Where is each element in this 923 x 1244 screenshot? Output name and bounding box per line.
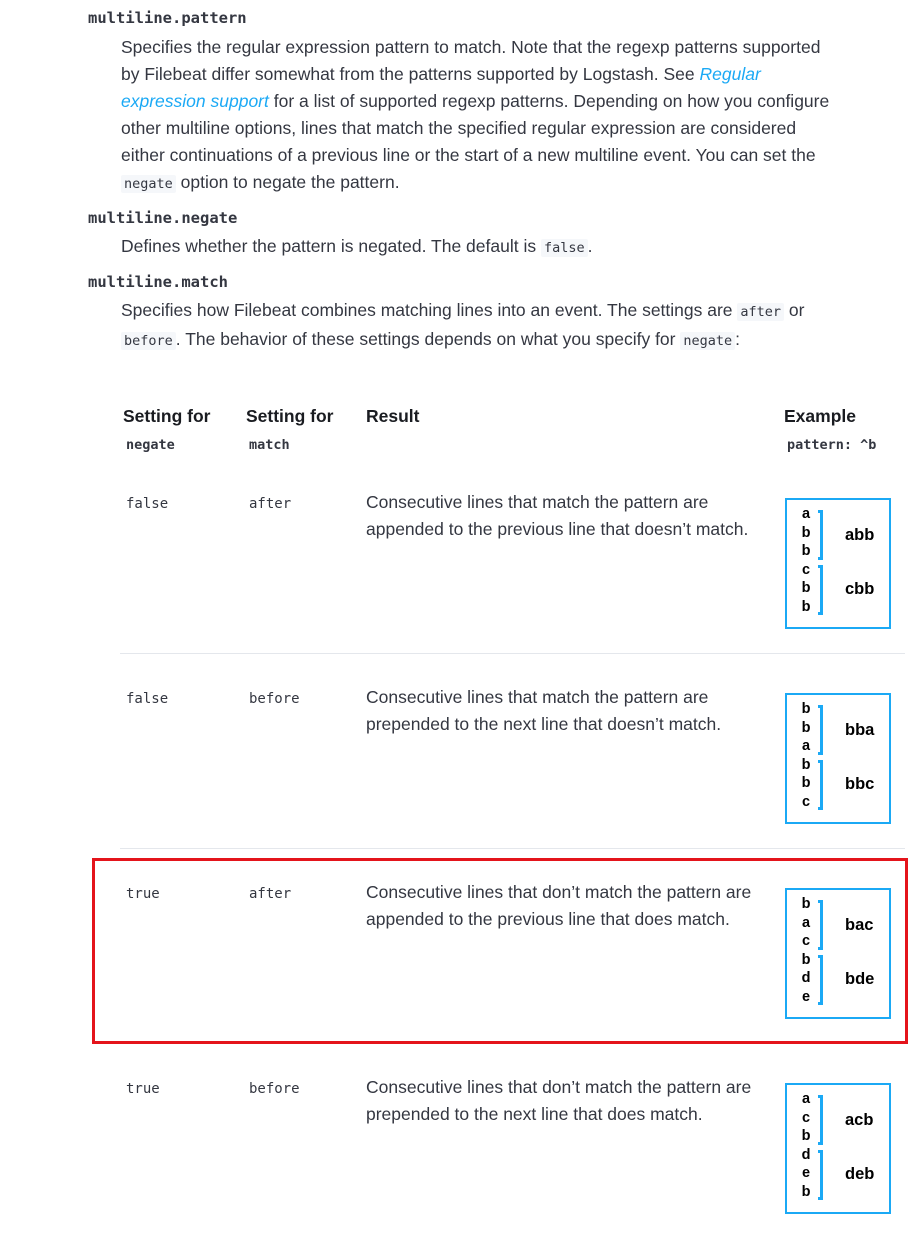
cell-result: Consecutive lines that don’t match the pattern are prepended to the next line that does match. <box>366 1077 752 1124</box>
option-name-negate: multiline.negate <box>88 209 238 227</box>
example-line: b <box>801 701 811 717</box>
example-event: acb <box>845 1111 874 1129</box>
row-divider <box>120 653 905 654</box>
cell-result: Consecutive lines that match the pattern are prepended to the next line that doesn’t match. <box>366 687 722 734</box>
desc-line: either continuations of a previous line or the start of a new multiline event. You can set the <box>121 145 816 165</box>
desc-line: negate option to negate the pattern. <box>121 169 911 198</box>
example-line: a <box>801 738 811 754</box>
group-bracket <box>818 705 823 755</box>
example-line: c <box>801 933 811 949</box>
cell-negate: false <box>126 691 169 707</box>
example-diagram <box>785 1083 891 1214</box>
cell-negate: true <box>126 1081 160 1097</box>
cell-match: before <box>249 691 300 707</box>
group-bracket <box>818 760 823 810</box>
option-desc-pattern <box>121 34 911 198</box>
example-line: b <box>801 1128 811 1144</box>
cell-negate: false <box>126 496 169 512</box>
desc-line: other multiline options, lines that match the specified regular expression are considered <box>121 118 797 138</box>
desc-line: Specifies the regular expression pattern to match. Note that the regexp patterns supported <box>121 37 821 57</box>
example-line: e <box>801 988 811 1005</box>
group-bracket <box>818 565 823 615</box>
inline-code: negate <box>121 175 176 193</box>
group-bracket <box>818 1095 823 1145</box>
option-desc-match: Specifies how Filebeat combines matching lines into an event. The settings are after or before . The behavior of these settings depends on what you specify for negate : <box>121 300 805 349</box>
example-line: b <box>801 775 811 791</box>
example-line: c <box>801 1109 811 1126</box>
header-example: Example <box>784 406 856 426</box>
example-line: d <box>801 970 811 986</box>
option-name-pattern: multiline.pattern <box>88 9 247 27</box>
example-line: a <box>801 506 811 522</box>
cell-result: Consecutive lines that match the pattern are appended to the previous line that doesn’t match. <box>366 492 749 539</box>
cell-match: after <box>249 886 292 902</box>
inline-code: negate <box>680 332 735 350</box>
example-line: b <box>801 756 811 773</box>
example-event: bbc <box>845 775 875 793</box>
example-event: bac <box>845 916 874 934</box>
example-event: cbb <box>845 580 875 598</box>
example-line: c <box>801 793 811 810</box>
inline-code: before <box>121 332 176 350</box>
regexp-support-link[interactable]: Regular <box>699 64 761 84</box>
example-event: bde <box>845 970 875 988</box>
example-line: b <box>801 719 811 736</box>
example-diagram <box>785 693 891 824</box>
example-line: e <box>801 1165 811 1181</box>
highlight-box <box>92 858 908 1044</box>
option-name-match: multiline.match <box>88 273 228 291</box>
cell-negate: true <box>126 886 160 902</box>
inline-code: false <box>541 239 588 257</box>
example-line: b <box>801 598 811 615</box>
desc-line: by Filebeat differ somewhat from the patterns supported by Logstash. See Regular <box>121 64 761 84</box>
example-diagram <box>785 498 891 629</box>
cell-match: after <box>249 496 292 512</box>
regexp-support-link-cont[interactable]: expression support <box>121 91 269 111</box>
header-example-code: pattern: ^b <box>787 437 877 453</box>
example-event: deb <box>845 1165 875 1183</box>
example-event: bba <box>845 721 875 739</box>
desc-line: expression support for a list of supported regexp patterns. Depending on how you configure <box>121 91 830 111</box>
header-result: Result <box>366 406 420 426</box>
header-negate-label: Setting for <box>123 406 211 426</box>
example-event: abb <box>845 526 875 544</box>
example-line: d <box>801 1146 811 1163</box>
inline-code: after <box>737 303 784 321</box>
example-line: a <box>801 1091 811 1107</box>
option-desc-negate: Defines whether the pattern is negated. The default is false . <box>121 236 593 256</box>
example-line: b <box>801 896 811 912</box>
example-line: b <box>801 1183 811 1200</box>
example-line: b <box>801 524 811 541</box>
cell-match: before <box>249 1081 300 1097</box>
header-match-label: Setting for <box>246 406 334 426</box>
example-line: a <box>801 914 811 931</box>
header-match-code: match <box>249 437 290 453</box>
example-line: b <box>801 543 811 559</box>
example-line: b <box>801 951 811 968</box>
example-line: b <box>801 580 811 596</box>
row-divider <box>120 848 905 849</box>
group-bracket <box>818 1150 823 1200</box>
example-line: c <box>801 561 811 578</box>
cell-result: Consecutive lines that don’t match the pattern are appended to the previous line that does match. <box>366 882 752 929</box>
header-negate-code: negate <box>126 437 175 453</box>
group-bracket <box>818 510 823 560</box>
